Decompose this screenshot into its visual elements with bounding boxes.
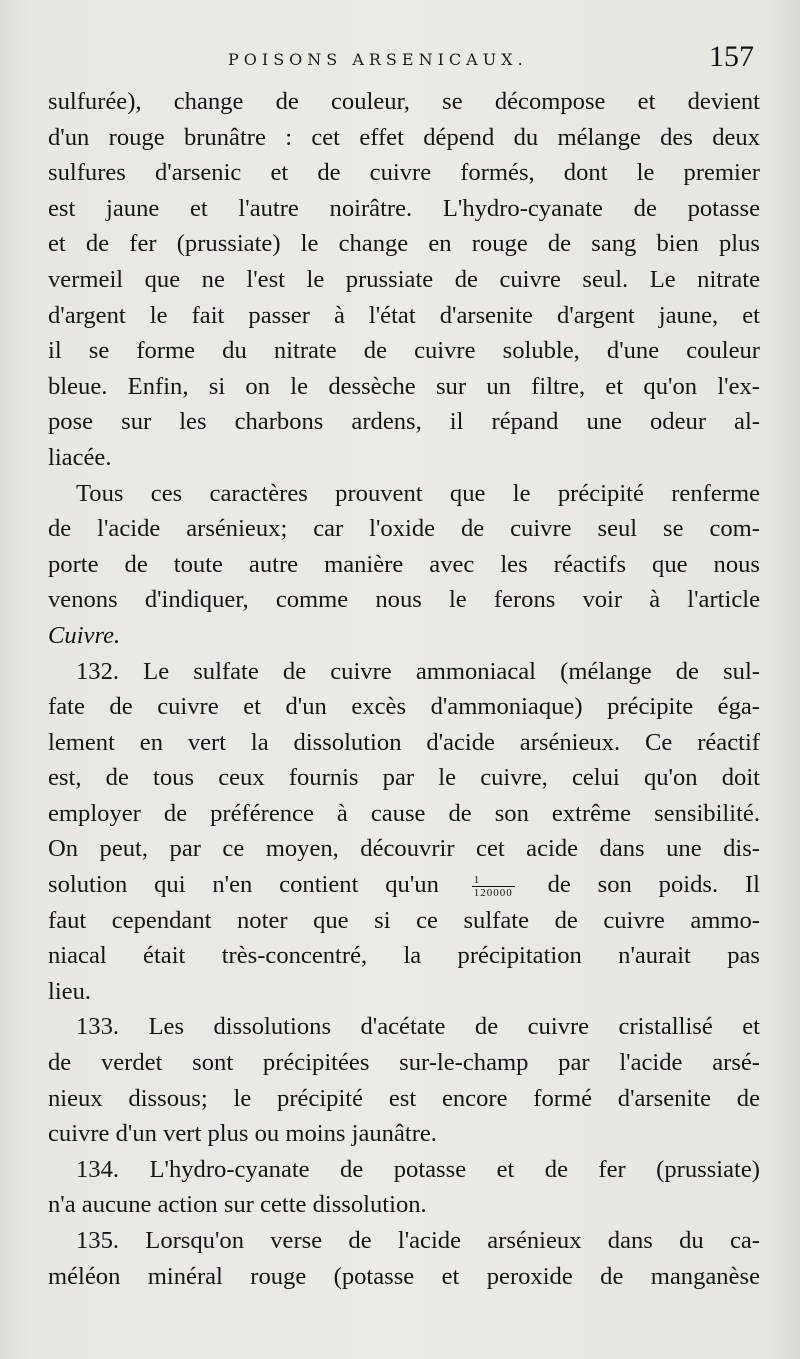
fraction-numerator: 1 <box>472 874 515 887</box>
text-line: bleue. Enfin, si on le dessèche sur un filtre, et qu'on l'ex- <box>48 372 760 400</box>
text-line-italic <box>48 618 760 654</box>
text-line: porte de toute autre manière avec les réactifs que nous <box>48 550 760 578</box>
text-line: et de fer (prussiate) le change en rouge de sang bien plus <box>48 230 760 258</box>
text-line: lieu. <box>48 977 92 1005</box>
text-line: est, de tous ceux fournis par le cuivre, celui qu'on doit <box>48 764 760 792</box>
text-line: de l'acide arsénieux; car l'oxide de cuivre seul se com- <box>48 515 760 543</box>
page-number: 157 <box>709 40 754 73</box>
body-text <box>48 84 760 1294</box>
text-line: de verdet sont précipitées sur-le-champ par l'acide arsé- <box>48 1049 760 1077</box>
paragraph-first-line: 132. Le sulfate de cuivre ammoniacal (mélange de sul- <box>76 657 760 685</box>
fraction <box>472 874 515 899</box>
paragraph-first-line: 133. Les dissolutions d'acétate de cuivre cristallisé et <box>76 1013 760 1041</box>
text-line: fate de cuivre et d'un excès d'ammoniaque) précipite éga- <box>48 693 760 721</box>
text-line: il se forme du nitrate de cuivre soluble, d'une couleur <box>48 337 760 365</box>
text-line: vermeil que ne l'est le prussiate de cuivre seul. Le nitrate <box>48 265 760 293</box>
text-line: On peut, par ce moyen, découvrir cet acide dans une dis- <box>48 835 760 863</box>
text-line: nieux dissous; le précipité est encore formé d'arsenite de <box>48 1084 760 1112</box>
text-line: niacal était très-concentré, la précipitation n'aurait pas <box>48 942 760 970</box>
paragraph-first-line: 134. L'hydro-cyanate de potasse et de fer (prussiate) <box>76 1155 760 1183</box>
text-line-with-fraction <box>48 867 760 903</box>
text-line: venons d'indiquer, comme nous le ferons voir à l'article <box>48 586 760 614</box>
running-head: POISONS ARSENICAUX. <box>228 50 528 69</box>
text-line: sulfurée), change de couleur, se décompose et devient <box>48 88 760 115</box>
paragraph-first-line: 135. Lorsqu'on verse de l'acide arsénieux dans du ca- <box>76 1227 760 1254</box>
page-header <box>48 40 760 80</box>
italic-word: Cuivre. <box>48 621 121 649</box>
text-line: liacée. <box>48 443 112 471</box>
text-line: faut cependant noter que si ce sulfate de cuivre ammo- <box>48 906 760 934</box>
text-segment: solution qui n'en contient qu'un <box>48 871 439 899</box>
text-line: pose sur les charbons ardens, il répand une odeur al- <box>48 408 760 436</box>
text-line: est jaune et l'autre noirâtre. L'hydro-cyanate de potasse <box>48 194 760 222</box>
text-line: cuivre d'un vert plus ou moins jaunâtre. <box>48 1120 437 1148</box>
text-line: d'argent le fait passer à l'état d'arsenite d'argent jaune, et <box>48 301 760 329</box>
text-line: d'un rouge brunâtre : cet effet dépend du mélange des deux <box>48 123 760 151</box>
text-line: méléon minéral rouge (potasse et peroxide de manganèse <box>48 1262 760 1290</box>
fraction-denominator: 120000 <box>473 886 513 899</box>
text-segment: de son poids. Il <box>547 871 760 899</box>
text-line: employer de préférence à cause de son extrême sensibilité. <box>48 799 760 827</box>
text-line: lement en vert la dissolution d'acide arsénieux. Ce réactif <box>48 728 760 756</box>
text-line: sulfures d'arsenic et de cuivre formés, dont le premier <box>48 159 760 187</box>
text-line: n'a aucune action sur cette dissolution. <box>48 1191 427 1219</box>
paragraph-first-line: Tous ces caractères prouvent que le précipité renferme <box>76 479 760 507</box>
